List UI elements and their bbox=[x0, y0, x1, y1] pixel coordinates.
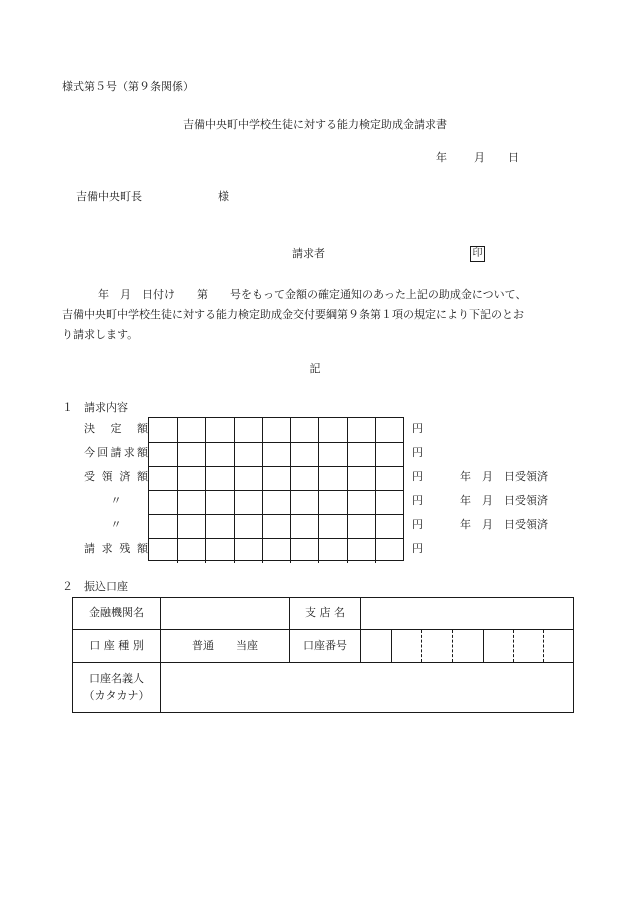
amount-row-remaining[interactable] bbox=[149, 538, 403, 562]
digit-divider bbox=[347, 418, 348, 442]
digit-divider bbox=[262, 418, 263, 442]
digit-divider bbox=[262, 539, 263, 563]
section-bank-account-heading: ２ 振込口座 bbox=[62, 580, 128, 593]
digit-divider bbox=[205, 539, 206, 563]
amount-row-received[interactable] bbox=[149, 466, 403, 490]
bank-account-table bbox=[72, 597, 574, 713]
claimant-label: 請求者 bbox=[292, 247, 325, 260]
yen-unit: 円 bbox=[412, 542, 423, 555]
account-type-options[interactable]: 普通 当座 bbox=[192, 639, 258, 652]
amount-row-decided[interactable] bbox=[149, 418, 403, 442]
digit-divider bbox=[262, 515, 263, 539]
label-current-request: 今回請求額 bbox=[84, 446, 148, 459]
digit-divider bbox=[290, 418, 291, 442]
digit-divider bbox=[205, 491, 206, 515]
digit-divider bbox=[318, 443, 319, 467]
digit-divider bbox=[177, 539, 178, 563]
digit-divider bbox=[177, 515, 178, 539]
date-month: 月 bbox=[474, 151, 485, 164]
bank-name-input[interactable] bbox=[161, 598, 289, 629]
yen-unit: 円 bbox=[412, 446, 423, 459]
ki-marker: 記 bbox=[309, 362, 321, 375]
document-title: 吉備中央町中学校生徒に対する能力検定助成金請求書 bbox=[183, 118, 447, 131]
digit-divider bbox=[375, 467, 376, 491]
digit-divider bbox=[234, 418, 235, 442]
branch-name-label: 支 店 名 bbox=[305, 606, 345, 619]
label-decided-amount: 決定額 bbox=[84, 422, 148, 435]
digit-divider bbox=[234, 443, 235, 467]
date-year: 年 bbox=[436, 151, 447, 164]
bank-name-label: 金融機関名 bbox=[89, 606, 144, 619]
digit-divider bbox=[318, 515, 319, 539]
amount-grid bbox=[148, 417, 404, 561]
digit-divider bbox=[262, 467, 263, 491]
addressee-honorific: 様 bbox=[218, 190, 229, 203]
digit-divider bbox=[262, 443, 263, 467]
amount-row-received-3[interactable] bbox=[149, 514, 403, 538]
digit-divider bbox=[375, 515, 376, 539]
digit-divider bbox=[290, 443, 291, 467]
digit-divider bbox=[318, 418, 319, 442]
digit-divider bbox=[205, 467, 206, 491]
digit-divider bbox=[234, 467, 235, 491]
yen-unit: 円 bbox=[412, 518, 423, 531]
digit-divider bbox=[375, 539, 376, 563]
amount-row-received-2[interactable] bbox=[149, 490, 403, 514]
yen-unit: 円 bbox=[412, 422, 423, 435]
digit-divider bbox=[347, 539, 348, 563]
account-holder-katakana-note: （カタカナ） bbox=[83, 689, 150, 702]
statement-line-1: 年 月 日付け 第 号をもって金額の確定通知のあった上記の助成金について、 bbox=[98, 288, 527, 301]
account-holder-label: 口座名義人 bbox=[89, 672, 144, 685]
digit-divider bbox=[347, 467, 348, 491]
digit-divider bbox=[290, 539, 291, 563]
account-type-label: 口 座 種 別 bbox=[89, 639, 144, 652]
amount-row-current[interactable] bbox=[149, 442, 403, 466]
receipt-date-1: 年 月 日受領済 bbox=[460, 470, 548, 483]
request-statement bbox=[62, 285, 574, 345]
digit-divider bbox=[290, 491, 291, 515]
digit-divider bbox=[177, 491, 178, 515]
seal-mark: 印 bbox=[470, 246, 485, 262]
digit-divider bbox=[234, 491, 235, 515]
section-request-details-heading: １ 請求内容 bbox=[62, 401, 128, 414]
digit-divider bbox=[290, 515, 291, 539]
form-number: 様式第５号（第９条関係） bbox=[62, 80, 194, 93]
digit-divider bbox=[318, 491, 319, 515]
digit-divider bbox=[347, 443, 348, 467]
digit-divider bbox=[205, 418, 206, 442]
digit-divider bbox=[347, 491, 348, 515]
digit-divider bbox=[205, 515, 206, 539]
digit-divider bbox=[262, 491, 263, 515]
digit-divider bbox=[234, 539, 235, 563]
digit-divider bbox=[234, 515, 235, 539]
digit-divider bbox=[347, 515, 348, 539]
digit-divider bbox=[318, 467, 319, 491]
digit-divider bbox=[177, 443, 178, 467]
digit-divider bbox=[375, 443, 376, 467]
yen-unit: 円 bbox=[412, 494, 423, 507]
label-remaining-amount: 請求残額 bbox=[84, 542, 148, 555]
account-number-label: 口座番号 bbox=[303, 639, 347, 652]
date-day: 日 bbox=[508, 151, 519, 164]
account-holder-input[interactable] bbox=[161, 663, 573, 712]
branch-name-input[interactable] bbox=[361, 598, 573, 629]
label-ditto-1: 〃 bbox=[110, 494, 122, 507]
addressee: 吉備中央町長 bbox=[76, 190, 142, 203]
label-ditto-2: 〃 bbox=[110, 518, 122, 531]
digit-divider bbox=[177, 418, 178, 442]
yen-unit: 円 bbox=[412, 470, 423, 483]
statement-line-2: 吉備中央町中学校生徒に対する能力検定助成金交付要綱第９条第１項の規定により下記のとお bbox=[62, 308, 524, 321]
digit-divider bbox=[375, 491, 376, 515]
digit-divider bbox=[205, 443, 206, 467]
digit-divider bbox=[290, 467, 291, 491]
digit-divider bbox=[177, 467, 178, 491]
label-received-amount: 受領済額 bbox=[84, 470, 148, 483]
digit-divider bbox=[375, 418, 376, 442]
receipt-date-3: 年 月 日受領済 bbox=[460, 518, 548, 531]
digit-divider bbox=[318, 539, 319, 563]
statement-line-3: り請求します。 bbox=[62, 328, 139, 341]
receipt-date-2: 年 月 日受領済 bbox=[460, 494, 548, 507]
account-number-input[interactable] bbox=[361, 630, 573, 662]
